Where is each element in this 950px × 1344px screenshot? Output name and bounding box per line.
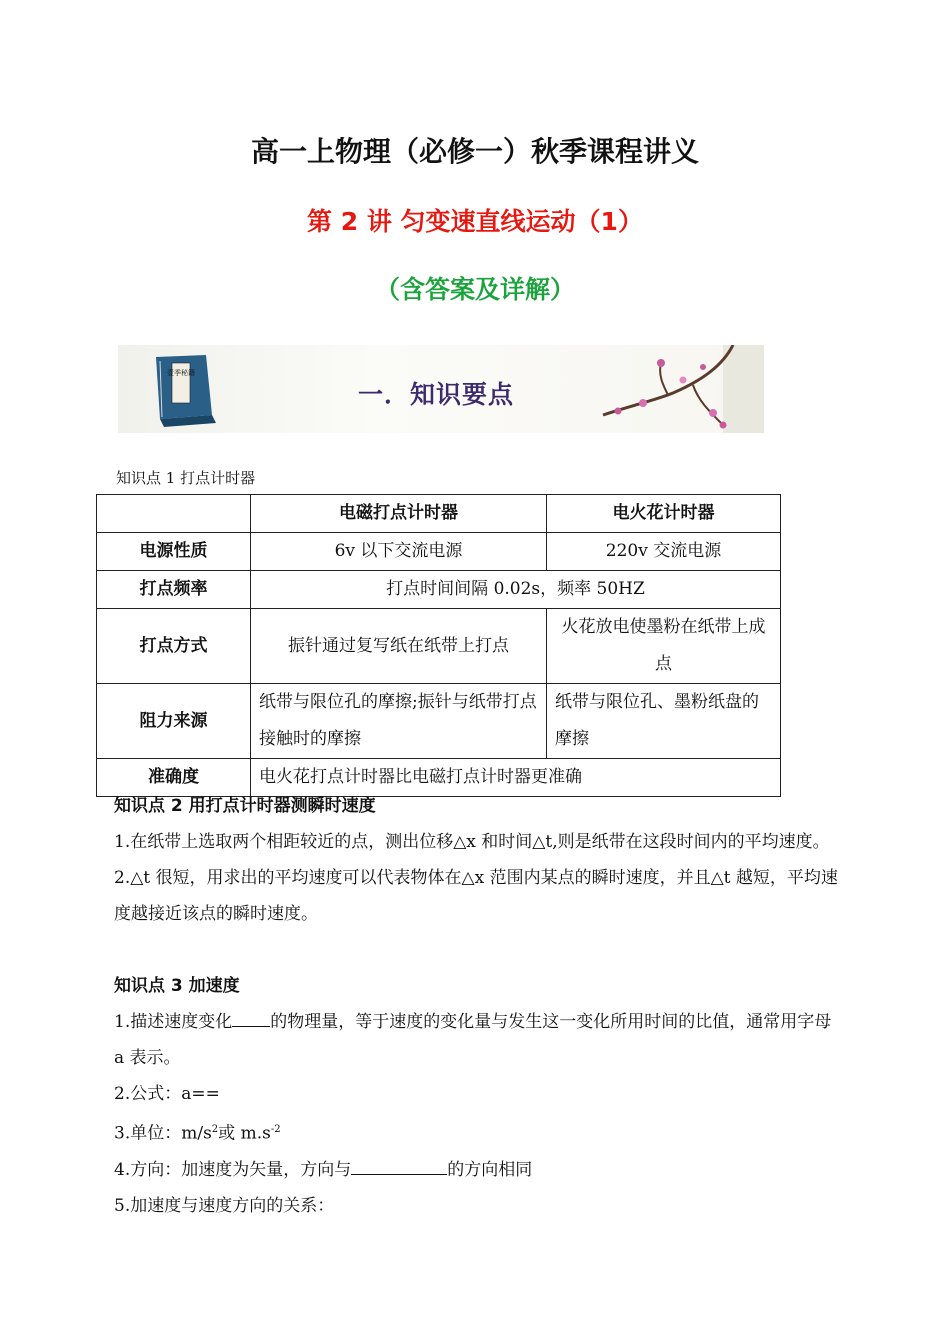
table-cell: 纸带与限位孔的摩擦;振针与纸带打点接触时的摩擦 — [251, 684, 547, 759]
table-row — [97, 533, 781, 571]
row-header: 阻力来源 — [97, 684, 251, 759]
section-heading: 一．知识要点 — [358, 380, 515, 409]
row-header: 打点方式 — [97, 609, 251, 684]
table-cell: 打点时间间隔 0.02s，频率 50HZ — [251, 571, 781, 609]
kp3-paragraph-3: 3.单位：$m/s^2$或 $m.s^{-2}$ — [114, 1123, 281, 1144]
table-row — [97, 571, 781, 609]
table-cell: 火花放电使墨粉在纸带上成点 — [547, 609, 781, 684]
answer-note: （含答案及详解） — [374, 275, 575, 304]
header-electromagnetic: 电磁打点计时器 — [251, 495, 547, 533]
table-header-row — [97, 495, 781, 533]
book-label: 壹季秘籍 — [167, 369, 195, 377]
header-spark: 电火花计时器 — [547, 495, 781, 533]
row-header: 准确度 — [97, 759, 251, 797]
book-icon — [150, 353, 220, 427]
table-cell: 电火花打点计时器比电磁打点计时器更准确 — [251, 759, 781, 797]
kp3-paragraph-1: 1.描述速度变化 的物理量，等于速度的变化量与发生这一变化所用时间的比值，通常用字母 a 表示。 — [114, 1004, 844, 1076]
plum-branch-icon — [573, 345, 764, 433]
kp3-paragraph-5: 5.加速度与速度方向的关系： — [114, 1195, 335, 1216]
kp3-paragraph-2: 2.公式：a== — [114, 1084, 220, 1104]
row-header: 打点频率 — [97, 571, 251, 609]
row-header: 电源性质 — [97, 533, 251, 571]
table-cell: 纸带与限位孔、墨粉纸盘的摩擦 — [547, 684, 781, 759]
table-cell: 220v 交流电源 — [547, 533, 781, 571]
document-title: 高一上物理（必修一）秋季课程讲义 — [250, 135, 699, 168]
kp3-paragraph-4: 4.方向：加速度为矢量，方向与 的方向相同 — [114, 1152, 844, 1188]
section-banner — [118, 345, 764, 433]
lecture-title: 第 2 讲 匀变速直线运动（1） — [307, 207, 643, 236]
table-cell: 振针通过复写纸在纸带上打点 — [251, 609, 547, 684]
kp3-heading: 知识点 3 加速度 — [114, 976, 240, 996]
kp2-section — [114, 788, 844, 932]
fill-blank[interactable] — [351, 1154, 447, 1175]
kp2-heading: 知识点 2 用打点计时器测瞬时速度 — [114, 796, 376, 816]
kp2-paragraph-2: 2.△t 很短，用求出的平均速度可以代表物体在△x 范围内某点的瞬时速度，并且△t 越短，平均速度越接近该点的瞬时速度。 — [114, 868, 838, 924]
table-row — [97, 609, 781, 684]
table-row — [97, 684, 781, 759]
timer-comparison-table — [96, 494, 781, 797]
table-corner — [97, 495, 251, 533]
kp1-caption: 知识点 1 打点计时器 — [116, 469, 256, 487]
kp2-paragraph-1: 1.在纸带上选取两个相距较近的点，测出位移△x 和时间△t,则是纸带在这段时间内的平均速度。 — [114, 832, 830, 852]
kp3-section — [114, 968, 844, 1224]
fill-blank[interactable] — [232, 1006, 270, 1027]
table-cell: 6v 以下交流电源 — [251, 533, 547, 571]
